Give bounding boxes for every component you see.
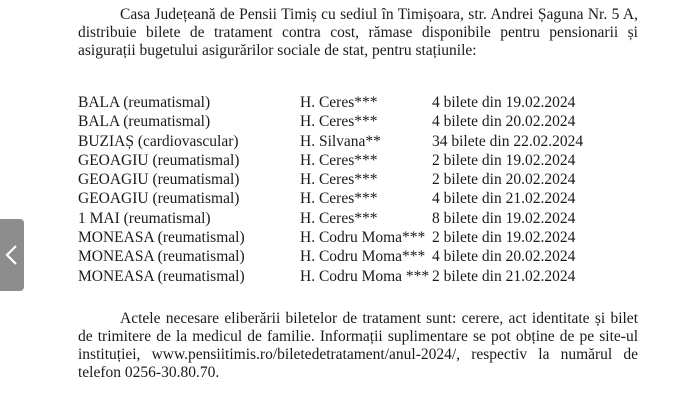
- table-row: [78, 112, 638, 131]
- intro-paragraph: Casa Județeană de Pensii Timiș cu sediul în Timișoara, str. Andrei Șaguna Nr. 5 A, distribuie bilete de tratament contra cost, rămase disponibile pentru pensionarii și asigurații bugetului asigurărilor sociale de stat, pentru stațiunile:: [78, 6, 638, 59]
- tickets-cell: 4 bilete din 20.02.2024: [432, 248, 576, 266]
- tickets-cell: 2 bilete din 19.02.2024: [432, 151, 576, 169]
- hotel-cell: H. Codru Moma ***: [300, 267, 430, 285]
- table-row: [78, 93, 638, 112]
- outro-paragraph: Actele necesare eliberării biletelor de tratament sunt: cerere, act identitate și bilet de trimitere de la medicul de familie. Informații suplimentare se pot obține de pe site-ul instituției, www.pensiitimis.ro/biletedetratament/anul-2024/, respectiv la numărul de telefon 0256-30.80.70.: [78, 310, 638, 381]
- hotel-cell: H. Codru Moma***: [300, 248, 426, 266]
- table-row: [78, 170, 638, 189]
- station-cell: BALA (reumatismal): [78, 113, 211, 131]
- station-cell: GEOAGIU (reumatismal): [78, 190, 240, 208]
- tickets-cell: 34 bilete din 22.02.2024: [432, 132, 584, 150]
- tickets-cell: 2 bilete din 19.02.2024: [432, 229, 576, 247]
- station-cell: BALA (reumatismal): [78, 94, 211, 111]
- tickets-cell: 8 bilete din 19.02.2024: [432, 209, 576, 227]
- station-cell: 1 MAI (reumatismal): [78, 209, 211, 227]
- station-cell: MONEASA (reumatismal): [78, 267, 245, 285]
- hotel-cell: H. Silvana**: [300, 132, 381, 150]
- station-cell: GEOAGIU (reumatismal): [78, 171, 240, 189]
- table-row: [78, 228, 638, 247]
- table-row: [78, 267, 638, 286]
- station-cell: GEOAGIU (reumatismal): [78, 151, 240, 169]
- tickets-cell: 2 bilete din 21.02.2024: [432, 267, 576, 285]
- hotel-cell: H. Ceres***: [300, 113, 378, 131]
- table-row: [78, 132, 638, 151]
- tickets-cell: 4 bilete din 19.02.2024: [432, 94, 576, 111]
- hotel-cell: H. Ceres***: [300, 94, 378, 111]
- table-row: [78, 209, 638, 228]
- hotel-cell: H. Ceres***: [300, 171, 378, 189]
- table-row: [78, 189, 638, 208]
- previous-page-button[interactable]: [0, 219, 24, 291]
- hotel-cell: H. Ceres***: [300, 190, 378, 208]
- hotel-cell: H. Ceres***: [300, 209, 378, 227]
- tickets-cell: 4 bilete din 21.02.2024: [432, 190, 576, 208]
- tickets-cell: 4 bilete din 20.02.2024: [432, 113, 576, 131]
- hotel-cell: H. Ceres***: [300, 151, 378, 169]
- hotel-cell: H. Codru Moma***: [300, 229, 426, 247]
- table-row: [78, 151, 638, 170]
- station-cell: MONEASA (reumatismal): [78, 229, 245, 247]
- tickets-table: [78, 93, 638, 286]
- tickets-cell: 2 bilete din 20.02.2024: [432, 171, 576, 189]
- station-cell: MONEASA (reumatismal): [78, 248, 245, 266]
- station-cell: BUZIAȘ (cardiovascular): [78, 132, 239, 150]
- chevron-left-icon: [3, 244, 21, 266]
- table-row: [78, 247, 638, 266]
